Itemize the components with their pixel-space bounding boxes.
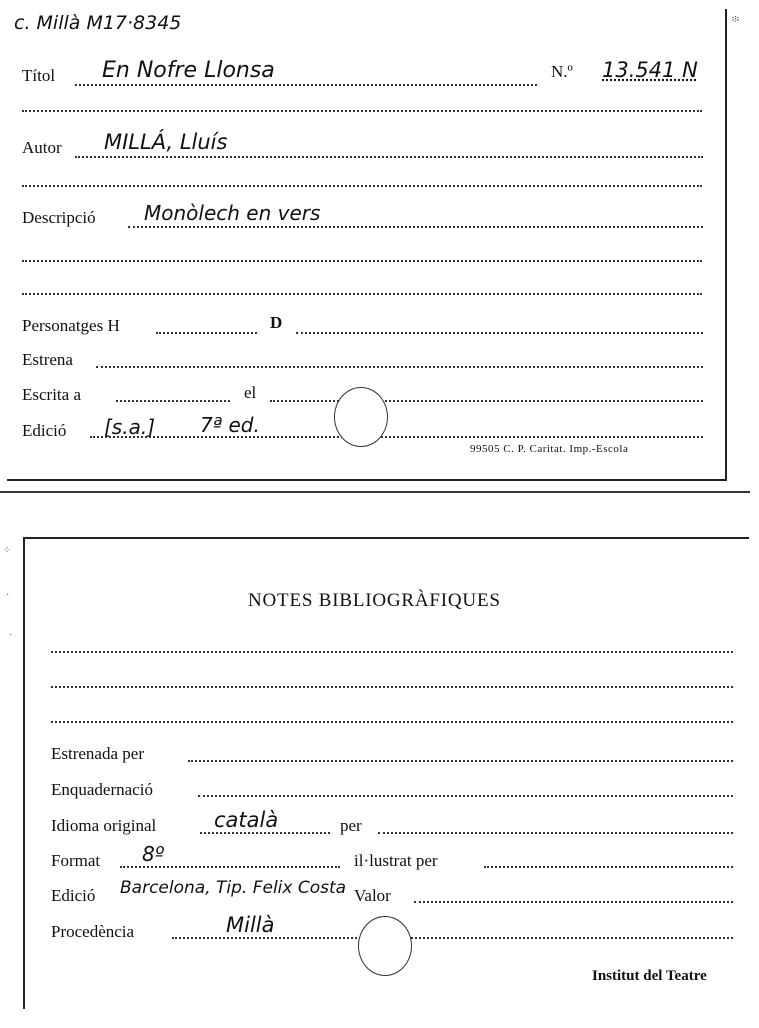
institution-stamp: Institut del Teatre	[592, 968, 707, 984]
format-value: 8º	[142, 842, 165, 866]
characters-label: Personatges H	[22, 316, 120, 335]
orig-lang-label: Idioma original	[51, 816, 157, 835]
characters-d-label: D	[270, 313, 283, 332]
author-line	[75, 156, 703, 158]
description-label: Descripció	[22, 208, 96, 227]
edition2-value: Barcelona, Tip. Felix Costa	[120, 878, 347, 898]
provenance-value: Millà	[226, 913, 275, 937]
description-line-3	[22, 293, 702, 295]
printer-imprint: 99505 C. P. Caritat. Imp.-Escola	[470, 443, 629, 455]
premiere-line	[96, 366, 703, 368]
title-line	[75, 84, 537, 86]
title-label: Títol	[22, 66, 56, 85]
value-label: Valor	[354, 886, 391, 905]
value-line	[414, 901, 733, 903]
characters-d-line	[296, 332, 703, 334]
written-label: Escrita a	[22, 385, 81, 404]
number-value: 13.541 N	[602, 58, 698, 82]
written-at-line	[116, 400, 230, 402]
top-handwritten-note: c. Millà M17·8345	[14, 12, 182, 34]
illustrated-line	[484, 866, 733, 868]
binding-label: Enquadernació	[51, 780, 153, 799]
characters-h-line	[156, 332, 257, 334]
title-line-2	[22, 110, 702, 112]
orig-lang-line	[200, 832, 330, 834]
orig-lang-value: català	[214, 808, 279, 832]
scan-speck: ⁘	[3, 545, 12, 556]
number-label: N.º	[551, 62, 573, 81]
edition2-label: Edició	[51, 886, 96, 905]
notes-line-2	[51, 686, 733, 688]
edition-value-2: 7ª ed.	[200, 413, 260, 437]
punch-hole-top	[334, 387, 388, 447]
scan-speck: ·	[6, 590, 10, 601]
author-value: MILLÁ, Lluís	[104, 130, 228, 154]
punch-hole-bottom	[358, 916, 412, 976]
edition-line	[90, 436, 703, 438]
notes-heading: NOTES BIBLIOGRÀFIQUES	[248, 590, 501, 611]
notes-line-1	[51, 651, 733, 653]
premiere-label: Estrena	[22, 350, 73, 369]
written-el-label: el	[244, 383, 257, 402]
format-line	[120, 866, 340, 868]
illustrated-label: il·lustrat per	[354, 851, 438, 870]
provenance-label: Procedència	[51, 922, 135, 941]
written-el-line	[270, 400, 703, 402]
edition-label: Edició	[22, 421, 67, 440]
card-separator	[0, 491, 750, 493]
scan-speck: ፨	[732, 14, 740, 25]
notes-line-3	[51, 721, 733, 723]
per-label: per	[340, 816, 362, 835]
edition-value-1: [s.a.]	[104, 415, 155, 439]
premiered-by-label: Estrenada per	[51, 744, 144, 763]
premiered-by-line	[188, 760, 733, 762]
description-line	[128, 226, 703, 228]
scan-speck: ·	[9, 630, 13, 641]
format-label: Format	[51, 851, 101, 870]
description-value: Monòlech en vers	[144, 201, 321, 225]
per-line	[378, 832, 733, 834]
title-value: En Nofre Llonsa	[102, 58, 275, 83]
provenance-line	[172, 937, 733, 939]
author-line-2	[22, 185, 702, 187]
description-line-2	[22, 260, 702, 262]
binding-line	[198, 795, 733, 797]
author-label: Autor	[22, 138, 62, 157]
